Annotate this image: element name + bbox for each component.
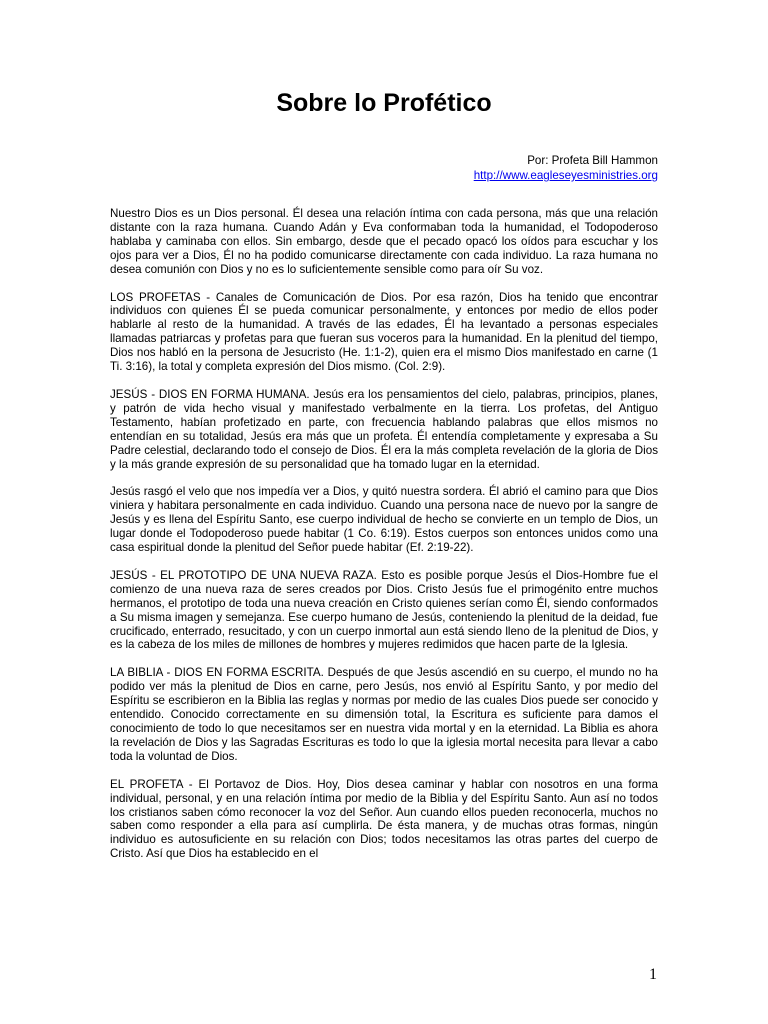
paragraph-jesus-prototipo: JESÚS - EL PROTOTIPO DE UNA NUEVA RAZA. Esto es posible porque Jesús el Dios-Hombre fue el comienzo de una nueva raza de seres creados por Dios. Cristo Jesús fue el primogénito entre muchos hermanos, el prototipo de toda una nueva creación en Cristo quienes serían como Él, siendo conformados a Su misma imagen y semejanza. Ese cuerpo humano de Jesús, conteniendo la plenitud de la deidad, fue crucificado, enterrado, resucitado, y con un cuerpo inmortal aun está siendo lleno de la plenitud de Dios, y es la cabeza de los miles de millones de hombres y mujeres redimidos que hacen parte de la Iglesia. [110,568,658,652]
author-line: Por: Profeta Bill Hammon [527,154,658,167]
paragraph-la-biblia: LA BIBLIA - DIOS EN FORMA ESCRITA. Después de que Jesús ascendió en su cuerpo, el mundo no ha podido ver más la plenitud de Dios en carne, pero Jesús, nos envió al Espíritu Santo, y por medio del Espíritu se escribieron en la Biblia las reglas y normas por medio de las cuales Dios puede ser conocido y entendido. Conocido correctamente en su dimensión total, la Escritura es suficiente para damos el conocimiento de todo lo que necesitamos ser en nuestra vida mortal y en la eternidad. La Biblia es ahora la revelación de Dios y las Sagradas Escrituras es todo lo que la iglesia mortal necesita para llevar a cabo toda la voluntad de Dios. [110,666,658,763]
website-link[interactable]: http://www.eagleseyesministries.org [473,169,658,182]
document-title: Sobre lo Profético [276,89,492,117]
paragraph-jesus-rasgo-el-velo: Jesús rasgó el velo que nos impedía ver a Dios, y quitó nuestra sordera. Él abrió el camino para que Dios viniera y habitara personalmente en cada individuo. Cuando una persona nace de nuevo por la sangre de Jesús y es llena del Espíritu Santo, ese cuerpo individual de hecho se convierte en un templo de Dios, un lugar donde el Todopoderoso puede habitar (1 Co. 6:19). Estos cuerpos son entonces unidos como una casa espiritual donde la plenitud del Señor puede habitar (Ef. 2:19-22). [110,485,658,555]
paragraph-los-profetas: LOS PROFETAS - Canales de Comunicación de Dios. Por esa razón, Dios ha tenido que encontrar individuos con quienes Él se pueda comunicar personalmente, y entonces por medio de ellos poder hablarle al resto de la humanidad. A través de las edades, Él ha levantado a personas especiales llamadas patriarcas y profetas para que fueran sus voceros para la humanidad. En la plenitud del tiempo, Dios nos habló en la persona de Jesucristo (He. 1:1-2), quien era el mismo Dios manifestado en carne (1 Ti. 3:16), la total y completa expresión del Dios mismo. (Col. 2:9). [110,290,658,374]
paragraph-jesus-dios-en-forma-humana: JESÚS - DIOS EN FORMA HUMANA. Jesús era los pensamientos del cielo, palabras, principios, planes, y patrón de vida hecho visual y manifestado verbalmente en la tierra. Los profetas, del Antiguo Testamento, habían profetizado en parte, con frecuencia hablando palabras que ellos mismos no entendían en su totalidad, Jesús era más que un profeta. Él entendía completamente y expresaba a Su Padre celestial, declarando todo el consejo de Dios. Él era la más completa revelación de la gloria de Dios y la más grande expresión de su personalidad que ha tomado lugar en la eternidad. [110,387,658,471]
page-number: 1 [649,966,657,983]
paragraph-intro: Nuestro Dios es un Dios personal. Él desea una relación íntima con cada persona, más que una relación distante con la raza humana. Cuando Adán y Eva conformaban toda la humanidad, el Todopoderoso hablaba y caminaba con ellos. Sin embargo, desde que el pecado opacó los oídos para escuchar y los ojos para ver a Dios, Él no ha podido comunicarse directamente con cada individuo. La raza humana no desea comunión con Dios y no es lo suficientemente sensible como para oír Su voz. [110,207,658,276]
paragraph-el-profeta: EL PROFETA - El Portavoz de Dios. Hoy, Dios desea caminar y hablar con nosotros en una forma individual, personal, y en una relación íntima por medio de la Biblia y del Espíritu Santo. Aun así no todos los cristianos saben cómo reconocer la voz del Señor. Aun cuando ellos pueden reconocerla, muchos no saben como responder a ella para así cumplirla. De ésta manera, y de muchas otras formas, ningún individuo es autosuficiente en su relación con Dios; todos necesitamos las otras partes del cuerpo de Cristo. Así que Dios ha establecido en el [110,777,658,861]
document-body [110,207,658,875]
byline [474,153,658,183]
